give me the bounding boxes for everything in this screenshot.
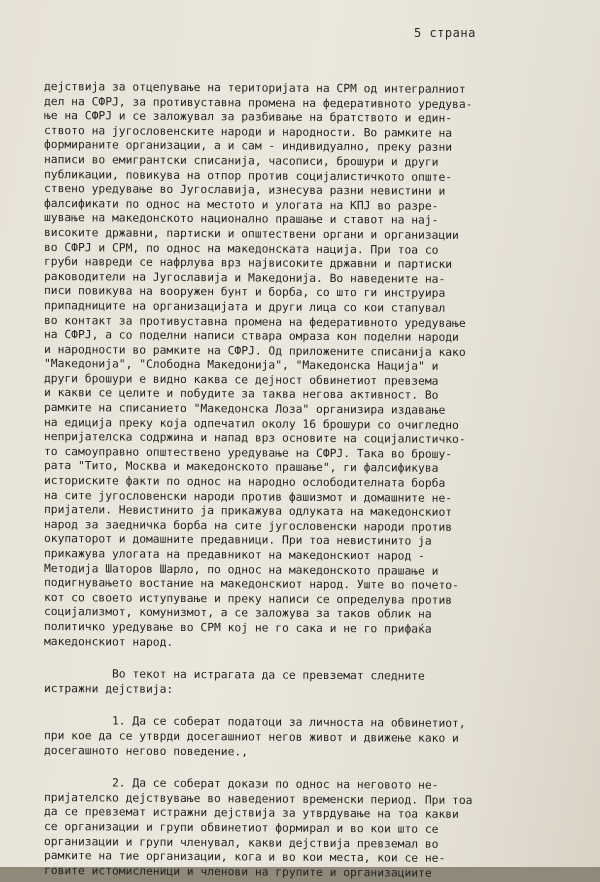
text-line: непријателска содржина и напад врз основите на социјалистичко-	[43, 430, 466, 447]
text-line: да се превземат истражни дејствија за утврдување на тоа какви	[43, 805, 459, 822]
text-line: високите државни, партиски и општествени органи и организации	[43, 225, 459, 242]
text-line: дел на СФРЈ, за противуставна промена на федеративното уредува-	[43, 94, 473, 111]
text-line: кот со своето иступување и преку написи се определува против	[43, 590, 453, 607]
text-line: писи повикува на вооружен бунт и борба, со што ги инструира	[43, 284, 446, 301]
text-line: дејствија за отцепување на територијата на СРМ од интегралниот	[43, 80, 466, 96]
paragraph-intro-investigation	[44, 667, 574, 696]
text-line: рамките на тие организации, кога и во кои места, кои се не-	[43, 849, 446, 865]
text-line: организации и групи членувал, какви дејствија превземал во	[43, 834, 439, 851]
text-line: публикации, повикува на отпор против социјалистичкото опште-	[43, 167, 453, 184]
text-line: политичко уредување во СРМ кој не го сака и не го прифаќа	[43, 619, 432, 636]
text-line: истражни дејствија:	[43, 681, 174, 696]
text-line: ствено уредување во Југославија, изнесува разни невистини и	[43, 182, 446, 198]
text-line: пријателско дејствување во наведениот временски период. При тоа	[43, 790, 473, 807]
text-line: други брошури е видно каква се дејност обвинетиот превзема	[43, 371, 439, 388]
text-line: ње на СФРЈ и се заложувал за разбивање на братството и един-	[43, 109, 453, 126]
text-line: досегашното негово поведение.,	[43, 743, 249, 758]
text-line: груби навреди се нафрлува врз највисоките државни и партиски	[43, 255, 453, 271]
text-line: рамките на списанието "Македонска Лоза" организира издавање	[43, 401, 446, 417]
paragraph-item-1	[44, 714, 574, 758]
text-line: на сите југословенски народи против фашизмот и домашните не-	[43, 488, 453, 505]
text-line: на едиција преку која одпечатил околу 16 брошури со очигледно	[43, 415, 459, 432]
text-line: 2. Да се соберат докази по однос на неговото не-	[43, 776, 439, 792]
text-line: окупаторот и домашните предавници. При тоа невистинито ја	[43, 532, 432, 549]
text-line: формираните организации, а и сам - индивидуално, преку разни	[43, 138, 453, 155]
text-line: "Македонија", "Слободна Македонија", "Македонска Нација" и	[43, 357, 439, 374]
text-line: во контакт за противуставна промена на федеративното уредување	[43, 313, 466, 330]
text-line: шување на македонското национално прашање и ставот на нај-	[43, 211, 439, 228]
text-line: народ за заедничка борба на сите југословенски народи против	[43, 517, 453, 534]
text-line: ството на југословенските народи и народности. Во рамките на	[43, 123, 453, 140]
text-line: при кое да се утврди досегашниот негов живот и движење како и	[43, 728, 459, 745]
text-line: то самоуправно општествено уредување на СФРЈ. Така во брошу-	[43, 444, 453, 461]
text-line: фалсификати по однос на местото и улогата на КПЈ во разре-	[43, 196, 439, 213]
text-line: подигнувањето востание на македонскиот народ. Уште во почето-	[43, 576, 459, 593]
text-line: раководители на Југославија и Македонија. Во наведените на-	[43, 269, 446, 286]
text-line: прикажува улогата на предавникот на македонскиот народ -	[43, 547, 425, 563]
text-line: 1. Да се соберат податоци за личноста на обвинетиот,	[43, 714, 466, 731]
text-line: и народности во рамките на СФРЈ. Од приложените списанија како	[43, 342, 466, 359]
text-line: Методија Шаторов Шарло, по однос на македонското прашање и	[43, 561, 439, 578]
text-line: Во текот на истрагата да се превземат следните	[43, 667, 425, 683]
text-line: историските факти по однос на народно ослободителната борба	[43, 474, 446, 490]
paragraph-main	[44, 80, 574, 649]
text-line: во СФРЈ и СРМ, по однос на македонската нација. При тоа со	[43, 240, 439, 257]
text-line: рата "Тито, Москва и македонското прашање", ги фалсификува	[43, 459, 439, 476]
text-line: и какви се целите и побудите за таква негова активност. Во	[43, 386, 439, 403]
text-line: припадниците на организацијата и други лица со кои стапувал	[43, 298, 446, 315]
text-line: социјализмот, комунизмот, а се заложува за таков облик на	[43, 605, 432, 622]
text-line: пријатели. Невистинито ја прикажува одлуката на македонскиот	[43, 503, 453, 520]
text-line: говите истомисленици и членови на групите и организациите	[43, 863, 432, 880]
text-line: написи во емигрантски списанија, часописи, брошури и други	[43, 152, 439, 169]
paragraph-item-2	[44, 776, 574, 878]
text-line: македонскиот народ.	[43, 634, 174, 649]
document-body	[44, 80, 574, 878]
text-line: на СФРЈ, а со поделни написи ствара омраза кон поделни народи	[43, 328, 459, 344]
page-number: 5 страна	[414, 26, 476, 40]
text-line: се организации и групи обвинетиот формирал и во кои што се	[43, 819, 439, 836]
